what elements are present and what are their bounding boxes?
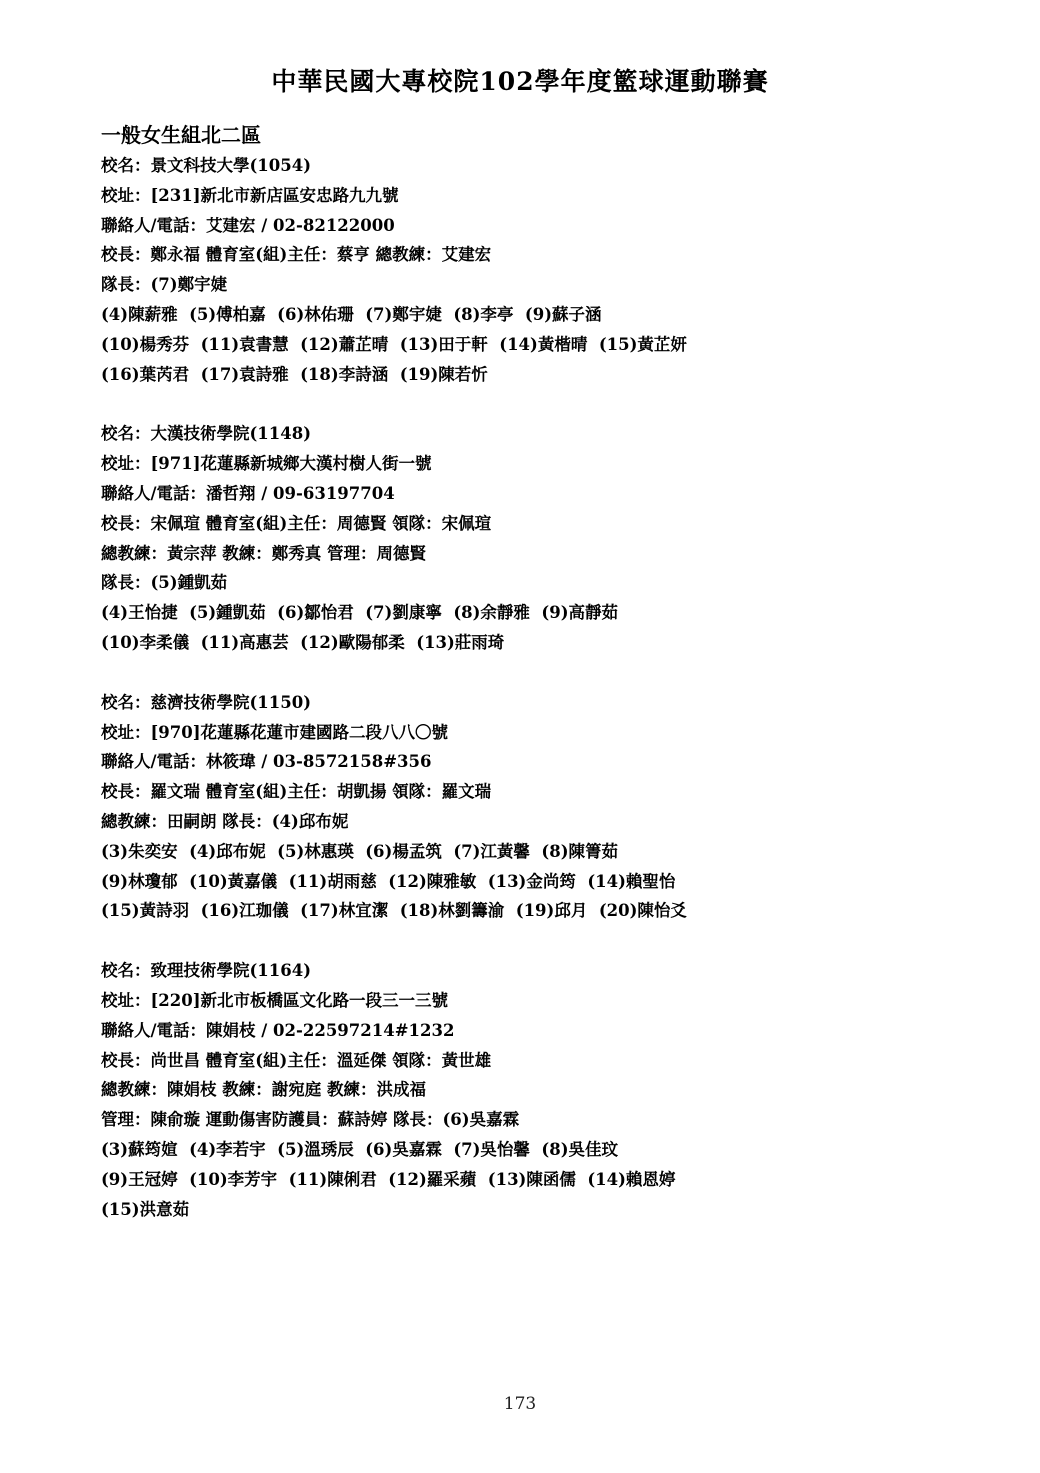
- school-info-line: 校址：[220]新北市板橋區文化路一段三一三號: [101, 990, 449, 1010]
- school-block: [101, 151, 1001, 389]
- school-info-line: 聯絡人/電話：艾建宏 / 02-82122000: [101, 215, 395, 235]
- school-block: [101, 419, 1001, 657]
- school-info-line: 校址：[970]花蓮縣花蓮市建國路二段八八〇號: [101, 722, 449, 742]
- school-info-line: 校長：宋佩瑄 體育室(組)主任：周德賢 領隊：宋佩瑄: [101, 513, 492, 533]
- school-info-line: 校址：[971]花蓮縣新城鄉大漢村樹人街一號: [101, 454, 432, 474]
- page-number: 173: [503, 1394, 537, 1414]
- school-info-line: (10)楊秀芬 (11)袁書慧 (12)蕭芷晴 (13)田于軒 (14)黃楷晴 (15)黃芷妍: [101, 334, 687, 354]
- school-info-line: 聯絡人/電話：林筱瑋 / 03-8572158#356: [101, 752, 432, 772]
- school-info-line: (16)葉芮君 (17)袁詩雅 (18)李詩涵 (19)陳若忻: [101, 364, 488, 384]
- school-info-line: 總教練：黃宗萍 教練：鄭秀真 管理：周德賢: [101, 543, 426, 563]
- school-list: [101, 151, 1001, 1224]
- school-info-line: (10)李柔儀 (11)高惠芸 (12)歐陽郁柔 (13)莊雨琦: [101, 632, 505, 652]
- school-info-line: 總教練：田嗣朗 隊長：(4)邱布妮: [101, 811, 349, 831]
- school-info-line: 管理：陳俞璇 運動傷害防護員：蘇詩婷 隊長：(6)吳嘉霖: [101, 1110, 520, 1130]
- school-name-line: 校名：大漢技術學院(1148): [101, 424, 312, 444]
- school-block: [101, 688, 1001, 926]
- school-info-line: (3)朱奕安 (4)邱布妮 (5)林惠瑛 (6)楊孟筑 (7)江黃馨 (8)陳箐茹: [101, 841, 619, 861]
- school-info-line: 總教練：陳娟枝 教練：謝宛庭 教練：洪成福: [101, 1080, 426, 1100]
- document-title: 中華民國大專校院102學年度籃球運動聯賽: [271, 67, 769, 96]
- school-name-line: 校名：致理技術學院(1164): [101, 961, 312, 981]
- school-name-line: 校名：慈濟技術學院(1150): [101, 692, 312, 712]
- school-info-line: 校長：羅文瑞 體育室(組)主任：胡凱揚 領隊：羅文瑞: [101, 782, 492, 802]
- school-info-line: 隊長：(5)鍾凱茹: [101, 573, 228, 593]
- school-info-line: 校長：尚世昌 體育室(組)主任：溫延傑 領隊：黃世雄: [101, 1050, 492, 1070]
- school-name-line: 校名：景文科技大學(1054): [101, 156, 312, 175]
- school-info-line: (15)黃詩羽 (16)江珈儀 (17)林宜潔 (18)林劉籌渝 (19)邱月 (20)陳怡爻: [101, 901, 687, 921]
- school-block: [101, 956, 1001, 1224]
- school-info-line: (9)王冠婷 (10)李芳宇 (11)陳俐君 (12)羅采蘋 (13)陳函儒 (14)賴恩婷: [101, 1169, 676, 1189]
- school-info-line: 聯絡人/電話：潘哲翔 / 09-63197704: [101, 483, 395, 503]
- school-info-line: (9)林瓊郁 (10)黃嘉儀 (11)胡雨慈 (12)陳雅敏 (13)金尚筠 (14)賴聖怡: [101, 871, 676, 891]
- school-info-line: 校址：[231]新北市新店區安忠路九九號: [101, 185, 399, 205]
- school-info-line: 校長：鄭永福 體育室(組)主任：蔡亨 總教練：艾建宏: [101, 245, 492, 265]
- document-body: [101, 121, 1001, 1254]
- school-info-line: (4)陳薪雅 (5)傅柏嘉 (6)林佑珊 (7)鄭宇婕 (8)李亭 (9)蘇子涵: [101, 304, 602, 324]
- division-heading: 一般女生組北二區: [101, 123, 261, 147]
- school-info-line: (15)洪意茹: [101, 1199, 190, 1219]
- school-info-line: (3)蘇筠媗 (4)李若宇 (5)溫琇辰 (6)吳嘉霖 (7)吳怡馨 (8)吳佳玟: [101, 1139, 619, 1159]
- school-info-line: (4)王怡捷 (5)鍾凱茹 (6)鄒怡君 (7)劉康寧 (8)余靜雅 (9)高靜茹: [101, 603, 619, 623]
- school-info-line: 聯絡人/電話：陳娟枝 / 02-22597214#1232: [101, 1020, 455, 1040]
- school-info-line: 隊長：(7)鄭宇婕: [101, 275, 228, 295]
